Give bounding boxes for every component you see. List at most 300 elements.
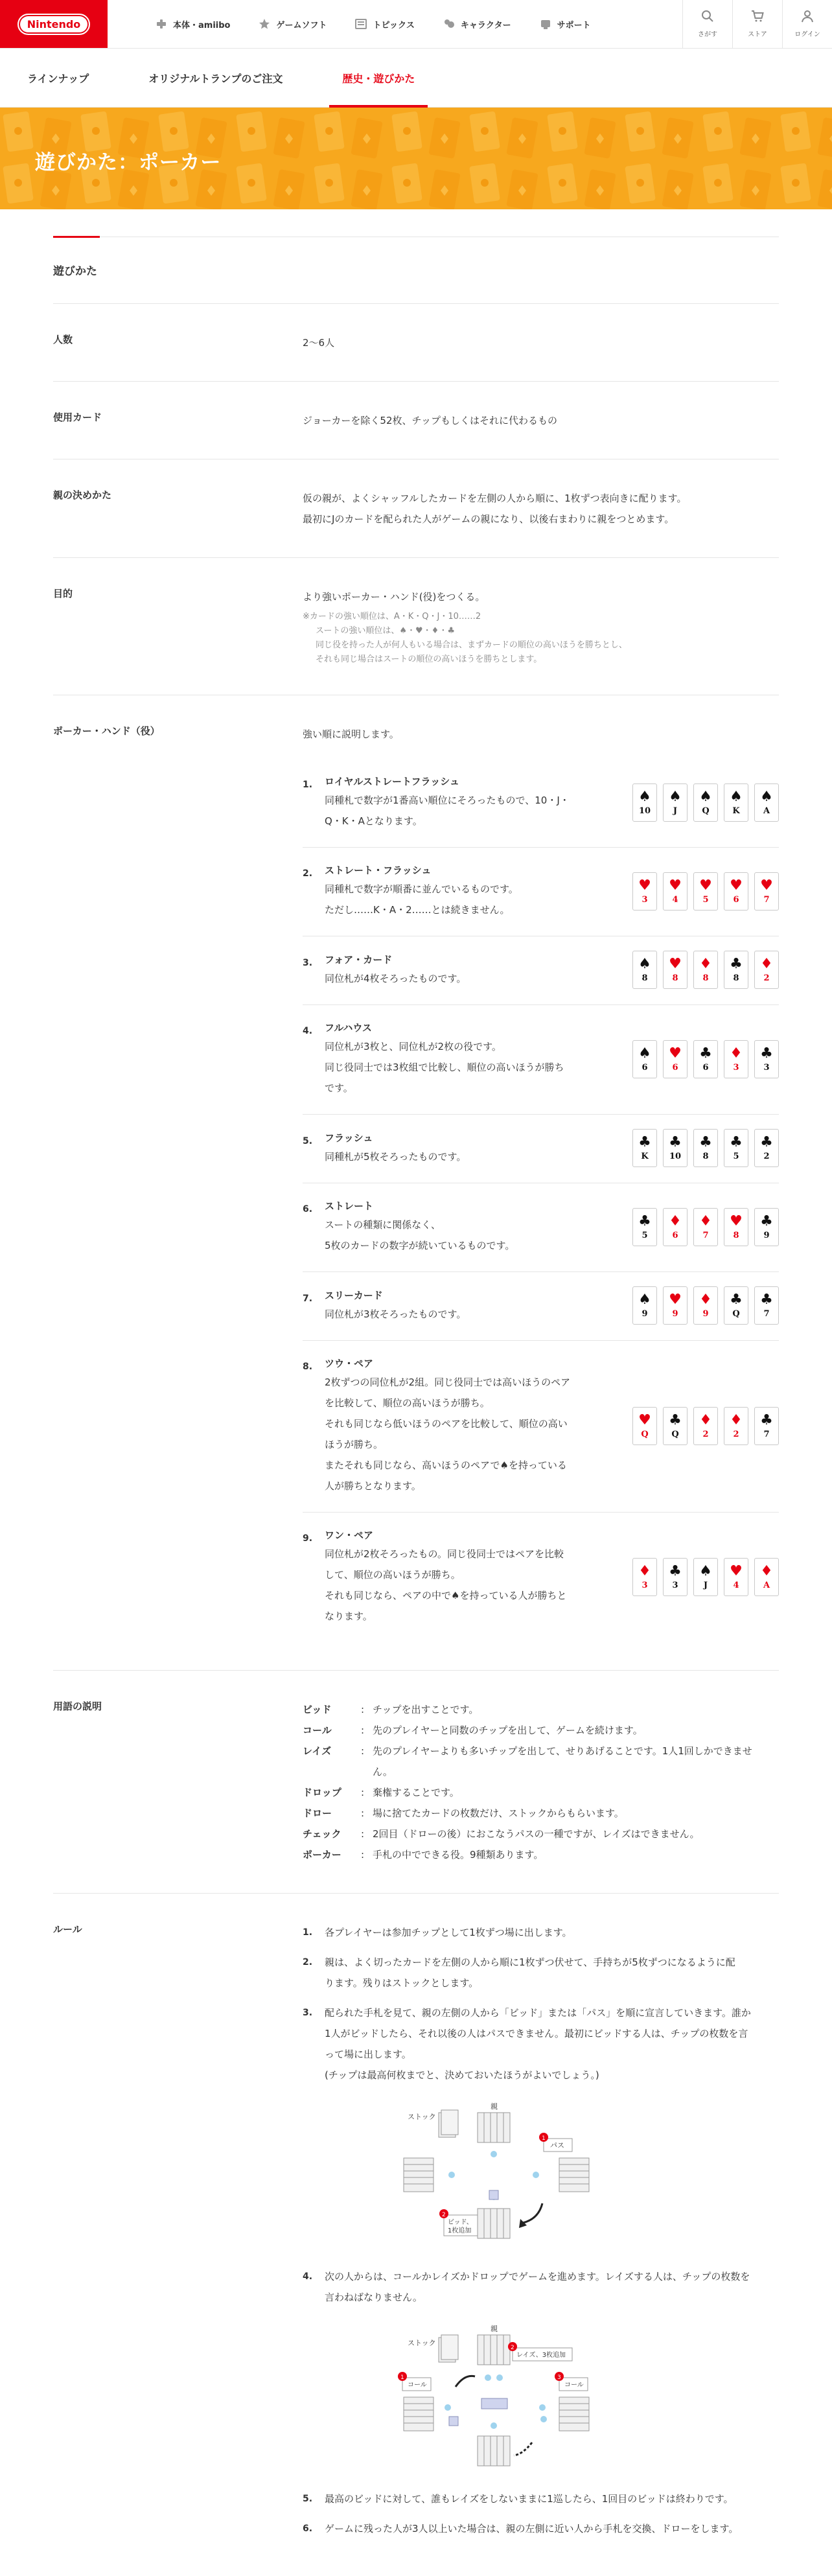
hand-desc-line: 同位札が4枚そろったものです。 [325,972,467,984]
store-button[interactable] [732,0,782,48]
dealer-label: 親 [491,2325,498,2333]
rule-text [325,2489,779,2509]
hero-banner [0,108,832,209]
card-rank: 8 [641,973,648,983]
pass-callout [539,2133,572,2152]
term-name: レイズ [303,1745,332,1757]
hand-text [303,1130,581,1167]
row-label: ポーカー・ハンド（役） [53,725,160,737]
term-item [303,1803,779,1824]
card-rank: 4 [733,1580,739,1590]
newspaper-icon [355,18,367,30]
playing-card [663,1129,688,1167]
call-callout-left [398,2372,431,2391]
hand-desc-line: それも同じなら、ペアの中で♠を持っている人が勝ちと [325,1590,567,1601]
card-suit: ♣ [638,1134,651,1150]
goal-note [303,610,779,667]
rule-text [325,1922,779,1943]
step-number: 3 [557,2374,561,2381]
card-rank: 6 [733,894,739,905]
term-name: ドロー [303,1807,332,1819]
rule-line: ゲームに残った人が3人以上いた場合は、親の左側に近い人から手札を交換、ドローをします。 [325,2523,739,2535]
nav-item-support[interactable] [540,18,591,30]
hand-text [303,862,581,920]
card-rank: 8 [733,973,739,983]
support-icon [540,18,551,30]
term-desc [373,1824,779,1844]
term-desc [373,1803,779,1824]
hand-desc-line: なります。 [325,1610,373,1622]
term-separator: : [361,1787,365,1798]
hand-item [303,759,779,848]
card-suit: ♠ [638,788,651,805]
playing-card [663,1208,688,1246]
bid-callout [439,2209,478,2236]
rule-item [303,2002,779,2085]
row-value [303,724,779,1642]
turn-arrow [456,2376,475,2387]
playing-card [693,951,718,989]
hand-cards [632,1208,779,1246]
hand-body [325,773,570,831]
row-value [303,488,779,529]
card-suit: ♣ [669,1134,682,1150]
playing-card [693,1040,718,1078]
raise-callout [508,2342,572,2361]
playing-card [632,951,657,989]
step-number: 2 [511,2345,514,2351]
card-rank: K [732,806,740,816]
playing-card [693,1208,718,1246]
step-number: 1 [400,2374,404,2381]
call-callout-right [555,2372,588,2391]
card-rank: 6 [672,1062,678,1073]
rule-text [325,2266,779,2308]
bottom-hand [478,2436,510,2466]
rule-line: (チップは最高何枚までと、決めておいたほうがよいでしょう。) [325,2069,599,2081]
card-suit: ♥ [669,1045,682,1062]
playing-card [632,783,657,822]
chips [448,2151,539,2200]
nav-item-games[interactable] [259,18,327,30]
rule-line: 1人がビッドしたら、それ以後の人はパスできません。最初にビッドする人は、チップの枚数を言 [325,2028,748,2039]
step-number: 1 [542,2135,546,2142]
hand-name: ストレート・フラッシュ [325,864,432,876]
rule-number: 6. [303,2524,313,2534]
tab-lineup[interactable]: ラインナップ [27,72,89,85]
terms-list [303,1699,779,1865]
card-rank: 9 [641,1309,648,1319]
hand-number: 4. [303,1026,313,1036]
card-suit: ♦ [730,1411,743,1428]
hand-desc-line: 人が勝ちとなります。 [325,1480,421,1492]
term-separator: : [361,1807,365,1819]
rule-number: 3. [303,2008,313,2018]
right-hand [559,2397,589,2431]
nintendo-logo: Nintendo [17,14,91,35]
card-rank: 10 [638,806,651,816]
hand-name: スリーカード [325,1289,383,1301]
nav-item-topics[interactable] [355,18,414,30]
rule-line: 次の人からは、コールかレイズかドロップでゲームを進めます。レイズする人は、チップの枚数を [325,2271,750,2282]
card-rank: A [763,1580,770,1590]
hands-list [303,759,779,1642]
card-suit: ♣ [638,1213,651,1229]
playing-card [724,1129,748,1167]
term-desc-line: 2回目（ドローの後）におこなうパスの一種ですが、レイズはできません。 [373,1828,700,1840]
card-suit: ♣ [699,1134,712,1150]
term-item [303,1720,779,1741]
card-suit: ♦ [669,1213,682,1229]
rule-line: ります。残りはストックとします。 [325,1977,479,1989]
term-name: ポーカー [303,1849,341,1861]
card-rank: 3 [672,1580,678,1590]
term-desc-line: 棄権することです。 [373,1787,459,1798]
rule-line: 各プレイヤーは参加チップとして1枚ずつ場に出します。 [325,1927,572,1938]
hand-name: フラッシュ [325,1131,373,1144]
term-item [303,1699,779,1720]
hand-name: フォア・カード [325,953,393,966]
dealer-line: 仮の親が、よくシャッフルしたカードを左側の人から順に、1枚ずつ表向きに配ります。 [303,493,687,504]
playing-card [754,1129,779,1167]
nintendo-logo-link[interactable] [0,0,108,48]
stock-pile [408,2110,458,2137]
util-label: さがす [698,31,717,38]
card-suit: ♠ [638,956,651,972]
nav-label: ゲームソフト [276,20,327,30]
card-suit: ♣ [669,1411,682,1428]
stock-label: ストック [408,2339,436,2347]
bid-label: 1枚追加 [448,2227,472,2234]
row-value [303,586,779,667]
note-line: 同じ役を持った人が何人もいる場合は、まずカードの順位の高いほうを勝ちとし、 [316,640,627,650]
turn-arrow [514,2443,532,2455]
playing-card [632,1040,657,1078]
card-rank: 9 [672,1309,678,1319]
hand-name: フルハウス [325,1022,372,1034]
card-rank: 8 [672,973,678,983]
hand-body [325,951,466,989]
card-rank: 2 [733,1429,739,1439]
hand-body [325,1355,570,1496]
card-suit: ♠ [730,788,743,805]
nav-label: キャラクター [460,20,511,30]
switch-icon [156,18,167,30]
hand-body [325,862,518,920]
playing-card [693,783,718,822]
hand-name: ツウ・ペア [325,1358,374,1369]
card-suit: ♣ [760,1134,773,1150]
user-icon [801,10,814,25]
row-label: 人数 [53,334,73,345]
card-rank: J [703,1580,708,1590]
hand-name: ロイヤルストレートフラッシュ [325,776,459,787]
playing-card [632,1208,657,1246]
playing-card [724,1286,748,1325]
card-suit: ♣ [699,1045,712,1062]
hand-text [303,1355,581,1496]
hand-item [303,1513,779,1642]
card-suit: ♣ [730,956,743,972]
dealer-label: 親 [491,2102,498,2111]
row-players [53,304,779,382]
card-rank: Q [671,1429,679,1439]
card-rank: A [763,806,770,816]
note-line: スートの強い順位は、♠・♥・♦・♣ [316,626,455,636]
hand-text [303,773,581,831]
card-suit: ♠ [760,788,773,805]
row-label: 使用カード [53,412,102,423]
raise-diagram [393,2322,601,2471]
page-title: 遊びかた：ポーカー [35,151,222,174]
card-suit: ♠ [699,788,712,805]
card-suit: ♥ [638,1411,651,1428]
hand-number: 3. [303,957,313,968]
hand-desc-line: です。 [325,1082,353,1094]
hand-text [303,1198,581,1256]
card-rank: 3 [641,1580,648,1590]
hand-desc-line: ただし……K・A・2……とは続きません。 [325,904,510,916]
rule-item [303,2489,779,2509]
playing-card [693,1558,718,1596]
term-desc-line: チップを出すことです。 [373,1704,479,1715]
dealer-line: 最初にJのカードを配られた人がゲームの親になり、以後右まわりに親をつとめます。 [303,513,675,525]
rule-number: 4. [303,2271,313,2282]
playing-card [724,1558,748,1596]
playing-card [663,1040,688,1078]
term-item [303,1844,779,1865]
login-button[interactable] [782,0,832,48]
hand-item [303,1272,779,1341]
hand-number: 7. [303,1293,313,1304]
tab-original-order[interactable]: オリジナルトランプのご注文 [148,72,283,85]
playing-card [693,1286,718,1325]
hand-desc-line: 同位札が3枚と、同位札が2枚の役です。 [325,1041,502,1052]
card-rank: 10 [669,1152,682,1161]
hand-cards [632,1040,779,1078]
card-rank: 7 [763,1309,770,1319]
hand-name: ストレート [325,1200,374,1212]
card-rank: K [641,1152,649,1161]
rule-number: 5. [303,2494,313,2504]
nav-item-hardware[interactable] [156,18,230,30]
term-desc-line: 場に捨てたカードの枚数だけ、ストックからもらいます。 [373,1807,624,1819]
card-rank: 7 [702,1230,709,1240]
nav-label: サポート [557,20,591,30]
hand-number: 6. [303,1204,313,1214]
row-hands [53,695,779,1670]
term-desc-line: ん。 [373,1766,393,1778]
hand-body [325,1527,566,1627]
card-suit: ♥ [669,877,682,894]
card-suit: ♦ [730,1045,743,1062]
hand-number: 1. [303,780,313,790]
hand-text [303,1527,581,1627]
stock-label: ストック [408,2113,436,2121]
playing-card [663,1407,688,1445]
card-rank: 2 [763,973,770,983]
card-rank: Q [702,806,710,816]
goal-text: より強いポーカー・ハンド(役)をつくる。 [303,591,485,603]
playing-card [663,1286,688,1325]
term-name: コール [303,1724,332,1736]
hand-item [303,848,779,936]
card-rank: 2 [702,1429,709,1439]
playing-card [693,872,718,911]
nav-label: トピックス [373,20,415,30]
playing-card [663,951,688,989]
playing-card [724,1407,748,1445]
hand-body [325,1287,466,1325]
step-number: 2 [442,2212,446,2218]
playing-card [632,1558,657,1596]
nav-item-characters[interactable] [443,18,511,30]
card-suit: ♥ [669,956,682,972]
card-rank: 3 [763,1062,770,1073]
term-item [303,1824,779,1844]
hand-cards [632,783,779,822]
card-suit: ♥ [638,877,651,894]
card-suit: ♣ [669,1562,682,1579]
hand-number: 5. [303,1135,313,1146]
card-suit: ♦ [699,1292,712,1308]
hand-text [303,1287,581,1325]
hand-cards [632,951,779,989]
row-label: ルール [53,1923,82,1935]
util-label: ストア [748,31,767,38]
playing-card [632,872,657,911]
term-name: ビッド [303,1704,332,1715]
card-suit: ♥ [730,877,743,894]
search-icon [701,10,714,25]
rule-line: 配られた手札を見て、親の左側の人から「ビッド」または「パス」を順に宣言していきます。誰か [325,2007,751,2019]
card-rank: 7 [763,1429,770,1439]
hand-desc-line: 同位札が2枚そろったもの。同じ役同士ではペアを比較 [325,1548,564,1560]
search-button[interactable] [682,0,732,48]
main-content [53,209,779,2576]
stock-pile [408,2335,458,2362]
global-header [0,0,832,49]
util-label: ログイン [794,31,820,38]
call-label: コール [408,2382,427,2389]
cart-icon [751,10,764,25]
card-rank: 9 [702,1309,709,1319]
rule-item [303,1922,779,1943]
utility-nav [682,0,832,48]
sub-nav [0,49,832,108]
playing-card [754,1407,779,1445]
term-desc [373,1782,779,1803]
term-item [303,1782,779,1803]
section-title: 遊びかた [53,237,779,304]
hand-item [303,1005,779,1115]
raise-label: レイズ、3枚追加 [516,2352,566,2359]
card-rank: 6 [702,1062,709,1073]
card-rank: 2 [763,1152,770,1161]
playing-card [754,872,779,911]
card-suit: ♠ [669,788,682,805]
hand-body [325,1019,564,1098]
hand-desc-line: 同種札で数字が1番高い順位にそろったもので、10・J・ [325,795,570,806]
note-line: ※カードの強い順位は、A・K・Q・J・10……2 [303,612,481,621]
hand-cards [632,872,779,911]
term-separator: : [361,1704,365,1715]
card-suit: ♥ [730,1562,743,1579]
card-rank: 3 [733,1062,739,1073]
card-suit: ♣ [730,1292,743,1308]
right-hand [559,2158,589,2192]
star-icon [259,18,270,30]
term-desc-line: 先のプレイヤーと同数のチップを出して、ゲームを続けます。 [373,1724,643,1736]
hand-item [303,936,779,1005]
left-hand [404,2158,433,2192]
card-rank: 7 [763,894,770,905]
playing-card [663,872,688,911]
hand-desc-line: を比較して、順位の高いほうが勝ち。 [325,1397,490,1409]
hand-number: 8. [303,1362,313,1372]
bidding-diagram [393,2100,601,2249]
card-rank: Q [732,1309,740,1319]
row-label: 用語の説明 [53,1700,102,1712]
card-rank: 9 [763,1230,770,1240]
card-suit: ♣ [730,1134,743,1150]
rule-text [325,2002,779,2085]
hand-desc-line: またそれも同じなら、高いほうのペアで♠を持っている [325,1459,567,1471]
term-separator: : [361,1724,365,1736]
hand-desc-line: 同種札で数字が順番に並んでいるものです。 [325,883,518,895]
hand-cards [632,1129,779,1167]
hands-intro: 強い順に説明します。 [303,728,399,740]
rule-item [303,2518,779,2539]
playing-card [663,783,688,822]
playing-card [632,1407,657,1445]
card-suit: ♦ [760,1562,773,1579]
playing-card [632,1286,657,1325]
playing-card [754,1040,779,1078]
hand-desc-line: スートの種類に関係なく、 [325,1219,441,1231]
card-suit: ♦ [699,956,712,972]
card-suit: ♥ [760,877,773,894]
rule-number: 1. [303,1927,313,1938]
hand-body [325,1130,466,1167]
character-icon [443,18,455,30]
rules-list [303,1922,779,2548]
card-suit: ♠ [638,1292,651,1308]
card-suit: ♠ [699,1562,712,1579]
hand-item [303,1341,779,1513]
hand-cards [632,1558,779,1596]
tab-history-howto[interactable]: 歴史・遊びかた [329,49,428,108]
hand-desc-line: Q・K・Aとなります。 [325,815,422,827]
playing-card [693,1407,718,1445]
playing-card [754,1558,779,1596]
card-rank: 3 [641,894,648,905]
nav-label: 本体・amiibo [173,20,231,30]
term-separator: : [361,1828,365,1840]
playing-card [754,951,779,989]
note-line: それも同じ場合はスートの順位の高いほうを勝ちとします。 [316,655,542,664]
dealer-hand [478,2335,510,2365]
playing-card [754,1208,779,1246]
rule-line: 最高のビッドに対して、誰もレイズをしないままに1巡したら、1回目のビッドは終わりです。 [325,2493,734,2505]
hand-text [303,951,581,989]
term-desc [373,1720,779,1741]
term-desc-line: 手札の中でできる役。9種類あります。 [373,1849,544,1861]
card-rank: Q [641,1429,649,1439]
card-suit: ♦ [699,1213,712,1229]
rule-text [325,1952,779,1993]
row-terms [53,1670,779,1894]
